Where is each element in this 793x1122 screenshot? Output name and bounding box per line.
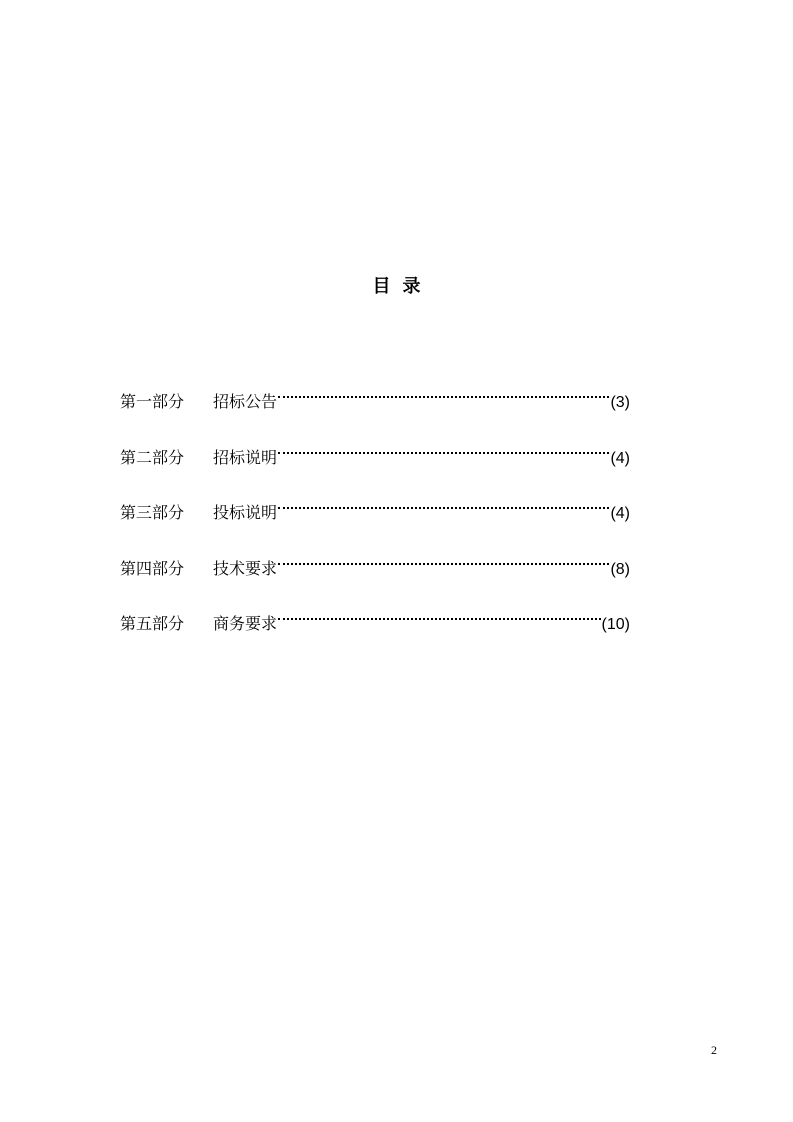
toc-dot-leader bbox=[278, 383, 609, 407]
toc-title bbox=[0, 272, 793, 298]
toc-entry-part: 第四部分 bbox=[120, 558, 185, 578]
toc-title-char-1: 目 bbox=[372, 276, 391, 297]
toc-dot-leader bbox=[278, 550, 609, 574]
toc-entry-page: (4) bbox=[610, 505, 630, 522]
toc-entry-page: (3) bbox=[610, 394, 630, 411]
toc-entry-page: (8) bbox=[610, 560, 630, 578]
toc-entry-2[interactable] bbox=[120, 439, 630, 467]
toc-entry-part: 第一部分 bbox=[120, 392, 185, 411]
toc-entry-4[interactable] bbox=[120, 550, 630, 578]
toc-entry-part: 第二部分 bbox=[120, 447, 185, 467]
toc-entry-3[interactable] bbox=[120, 494, 630, 522]
toc-entry-name: 招标公告 bbox=[213, 392, 278, 411]
toc-title-char-2: 录 bbox=[402, 276, 421, 297]
toc-entry-name: 商务要求 bbox=[213, 614, 278, 633]
toc-entry-page: (10) bbox=[601, 616, 630, 633]
toc-entry-1[interactable] bbox=[120, 383, 630, 411]
table-of-contents bbox=[120, 383, 630, 661]
toc-entry-5[interactable] bbox=[120, 605, 630, 633]
toc-entry-page: (4) bbox=[610, 449, 630, 467]
toc-entry-name: 投标说明 bbox=[213, 503, 278, 522]
toc-entry-part: 第三部分 bbox=[120, 503, 185, 522]
toc-dot-leader bbox=[278, 494, 609, 518]
toc-entry-part: 第五部分 bbox=[120, 614, 185, 633]
toc-dot-leader bbox=[278, 439, 609, 463]
toc-entry-name: 招标说明 bbox=[213, 447, 278, 467]
toc-dot-leader bbox=[278, 605, 601, 629]
page-number: 2 bbox=[711, 1043, 717, 1057]
toc-entry-name: 技术要求 bbox=[213, 558, 278, 578]
